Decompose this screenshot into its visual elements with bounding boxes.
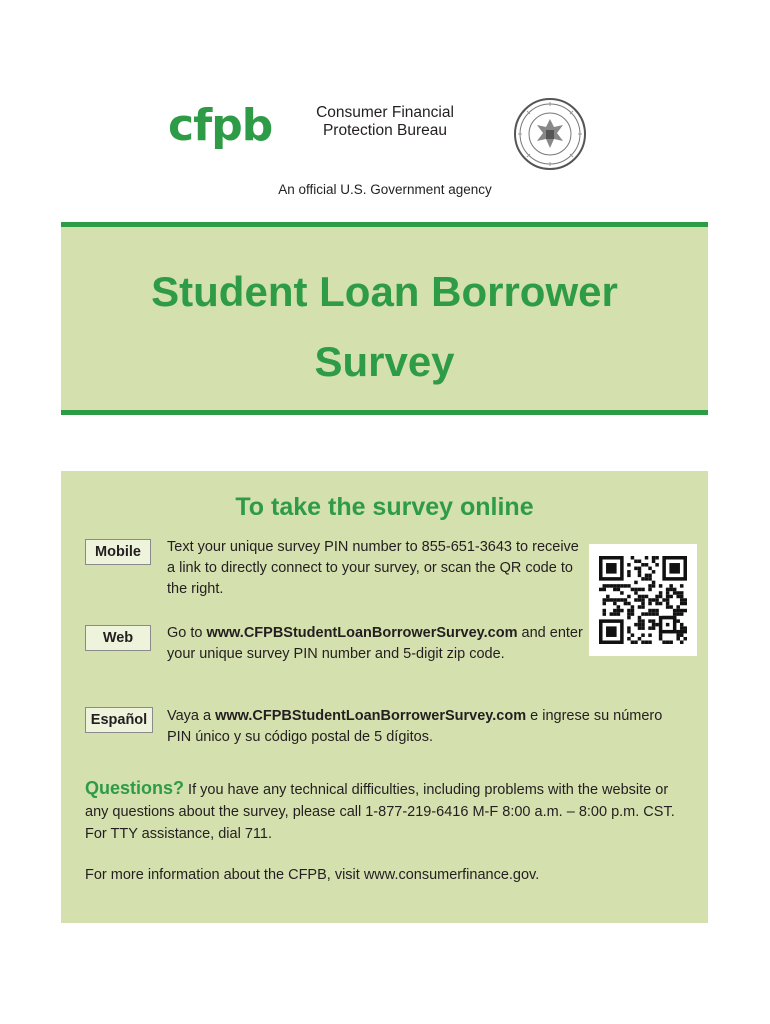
espanol-instructions [167, 706, 667, 748]
mobile-label: Mobile [85, 539, 151, 565]
web-text-before: Go to [167, 625, 207, 641]
page-title [61, 257, 708, 397]
mobile-instructions: Text your unique survey PIN number to 855-651-3643 to receive a link to directly connect to your survey, or scan the QR code to the right. [167, 539, 579, 597]
espanol-website-link[interactable]: www.CFPBStudentLoanBorrowerSurvey.com [215, 708, 527, 724]
qr-code-icon[interactable] [599, 556, 687, 644]
qr-code-frame [589, 544, 697, 656]
cfpb-logo-icon [168, 102, 280, 162]
web-instructions [167, 623, 587, 665]
espanol-label: Español [85, 707, 153, 733]
agency-name [305, 104, 465, 140]
web-label: Web [85, 625, 151, 651]
survey-website-link[interactable]: www.CFPBStudentLoanBorrowerSurvey.com [206, 625, 518, 641]
questions-paragraph [85, 777, 689, 845]
more-info-text: For more information about the CFPB, visit www.consumerfinance.gov. [85, 867, 540, 883]
web-text-after: and enter your unique survey PIN number and 5-digit zip code. [167, 625, 583, 662]
header [0, 0, 770, 210]
agency-name-line2: Protection Bureau [322, 122, 448, 139]
questions-text: If you have any technical difficulties, including problems with the website or any questions about the survey, please call 1-877-219-6416 M-F 8:00 a.m. – 8:00 p.m. CST. For TTY assistance, dial 711. [85, 782, 675, 842]
agency-name-line1: Consumer Financial [316, 104, 454, 121]
title-band [61, 222, 708, 415]
online-heading: To take the survey online [235, 493, 534, 521]
questions-lead: Questions? [85, 778, 185, 798]
cfpb-seal-icon [513, 97, 587, 171]
title-line2: Survey [314, 338, 455, 385]
espanol-text-before: Vaya a [167, 708, 216, 724]
official-agency-text: An official U.S. Government agency [278, 182, 492, 197]
title-line1: Student Loan Borrower [151, 268, 618, 315]
logo-text: cfpb [168, 102, 273, 151]
espanol-text-after: e ingrese su número PIN único y su código postal de 5 dígitos. [167, 708, 663, 745]
survey-info-box [61, 471, 708, 923]
